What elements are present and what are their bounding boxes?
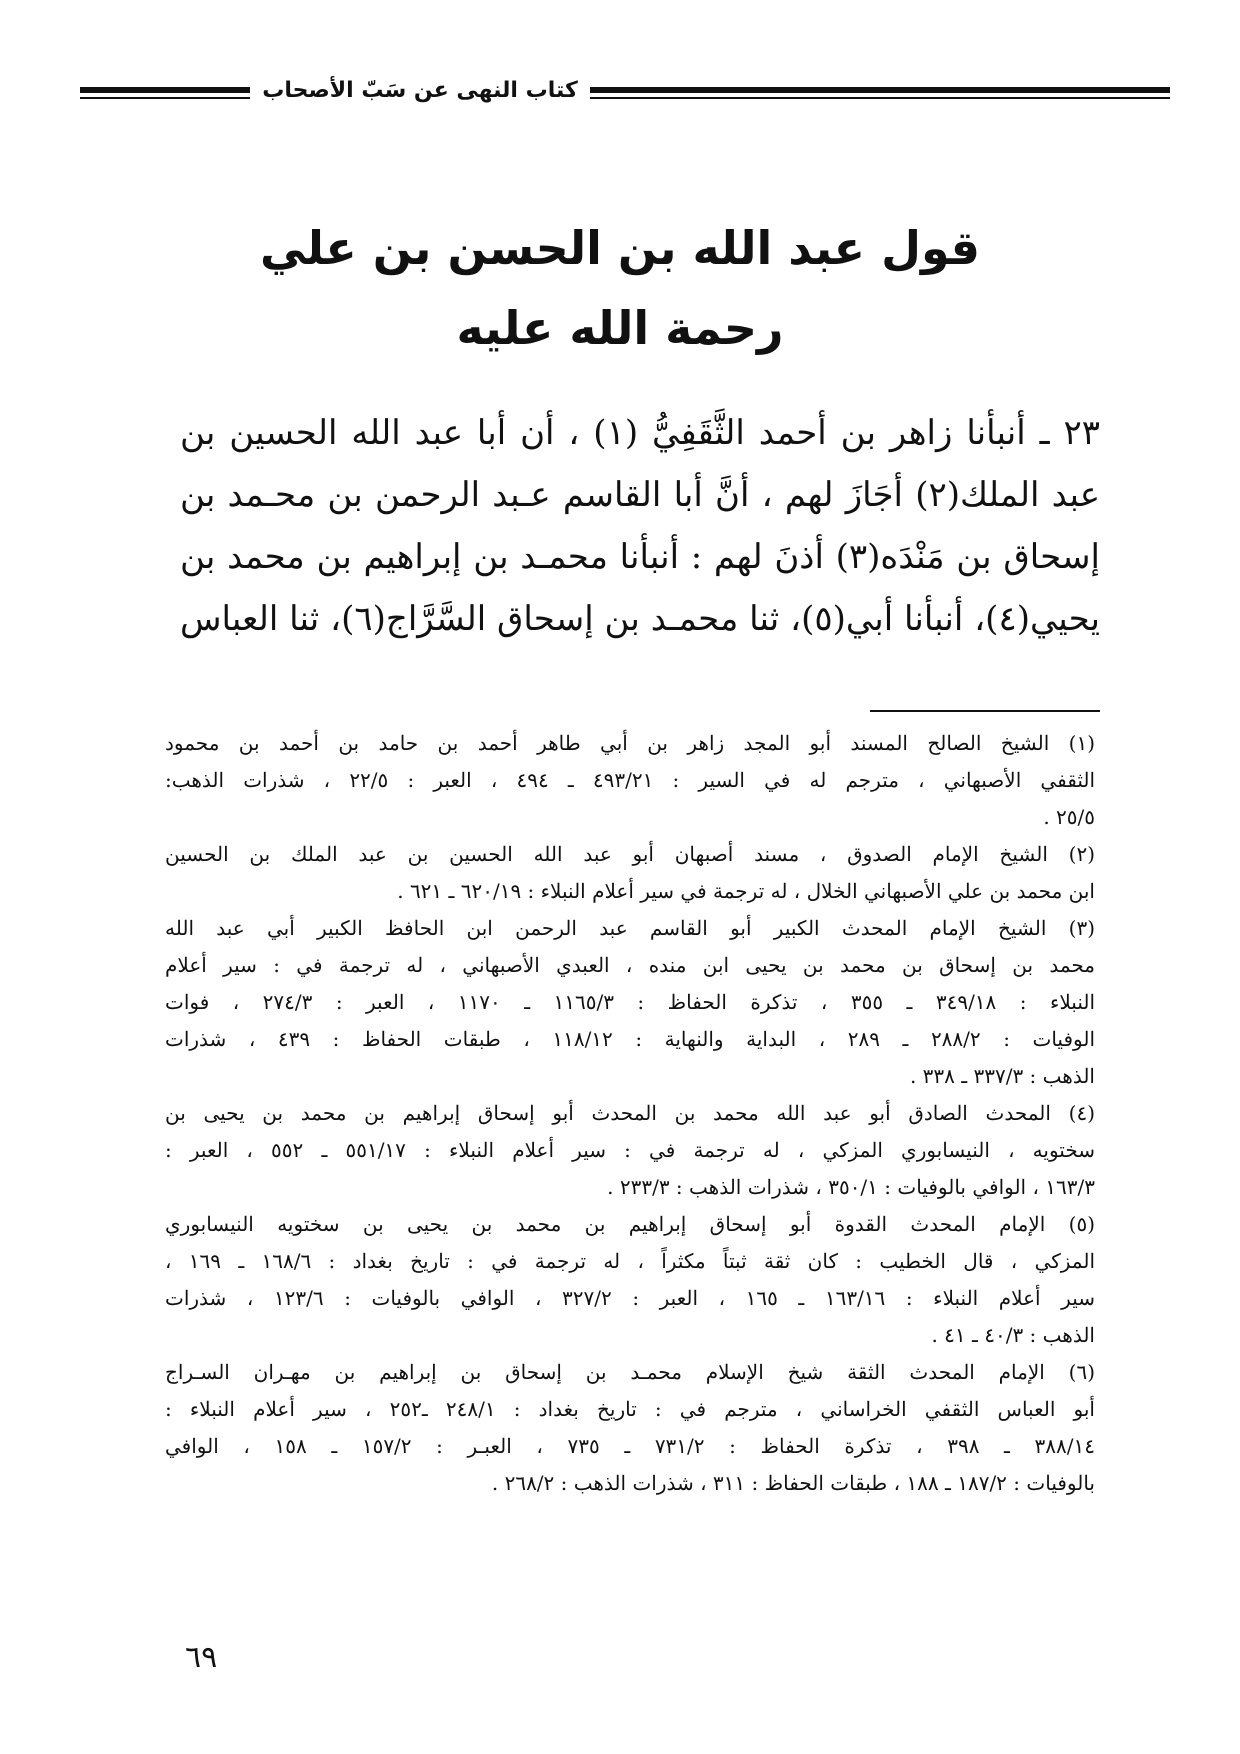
footnote-5: [165, 1206, 1095, 1354]
text-line: يحيي(٤)، أنبأنا أبي(٥)، ثنا محمـد بن إسحاق السَّرَّاج(٦)، ثنا العباس: [180, 599, 1100, 639]
footnote-line: بالوفيات : ١٨٧/٢ ـ ١٨٨ ، طبقات الحفاظ : ٣١١ ، شذرات الذهب : ٢٦٨/٢ .: [491, 1471, 1095, 1495]
main-paragraph: [180, 402, 1100, 650]
running-header: [80, 74, 1170, 114]
page-number: ٦٩: [185, 1640, 218, 1675]
footnote-line: النبلاء : ٣٤٩/١٨ ـ ٣٥٥ ، تذكرة الحفاظ : ١١٦٥/٣ ـ ١١٧٠ ، العبر : ٢٧٤/٣ ، فوات: [165, 990, 1095, 1014]
footnote-separator: [870, 710, 1100, 712]
footnote-4: [165, 1095, 1095, 1206]
footnote-line: (٢) الشيخ الإمام الصدوق ، مسند أصبهان أبو عبد الله الحسين بن عبد الملك بن الحسين: [165, 842, 1095, 866]
footnote-line: ٢٥/٥ .: [1043, 805, 1095, 829]
footnote-line: (١) الشيخ الصالح المسند أبو المجد زاهر بن أبي طاهر أحمد بن حامد بن أحمد بن محمود: [165, 731, 1095, 755]
footnote-line: محمد بن إسحاق بن محمد بن يحيى ابن منده ، العبدي الأصبهاني ، له ترجمة في : سير أعلام: [165, 953, 1095, 977]
footnote-3: [165, 910, 1095, 1095]
chapter-heading: [200, 208, 1040, 368]
footnote-line: (٦) الإمام المحدث الثقة شيخ الإسلام محمـد بن إسحاق بن إبراهيم بن مهـران السـراج: [165, 1360, 1095, 1384]
footnote-line: (٥) الإمام المحدث القدوة أبو إسحاق إبراهيم بن محمد بن يحيى بن سختويه النيسابوري: [165, 1212, 1095, 1236]
footnote-2: [165, 836, 1095, 910]
header-rule-left: [80, 84, 250, 104]
footnote-line: سير أعلام النبلاء : ١٦٣/١٦ ـ ١٦٥ ، العبر : ٣٢٧/٢ ، الوافي بالوفيات : ١٢٣/٦ ، شذرات: [165, 1286, 1095, 1310]
footnote-line: الذهب : ٤٠/٣ ـ ٤١ .: [931, 1323, 1095, 1347]
footnote-line: الوفيات : ٢٨٨/٢ ـ ٢٨٩ ، البداية والنهاية : ١١٨/١٢ ، طبقات الحفاظ : ٤٣٩ ، شذرات: [165, 1027, 1095, 1051]
footnotes: [165, 725, 1095, 1502]
footnote-line: الثقفي الأصبهاني ، مترجم له في السير : ٤٩٣/٢١ ـ ٤٩٤ ، العبر : ٢٢/٥ ، شذرات الذهب:: [165, 768, 1095, 792]
footnote-line: أبو العباس الثقفي الخراساني ، مترجم في : تاريخ بغداد : ٢٤٨/١ ـ٢٥٢ ، سير أعلام النبلاء :: [165, 1397, 1095, 1421]
text-line: ٢٣ ـ أنبأنا زاهر بن أحمد الثَّقَفِيُّ (١) ، أن أبا عبد الله الحسين بن: [180, 413, 1100, 453]
text-line: عبد الملك(٢) أجَازَ لهم ، أنَّ أبا القاسم عـبد الرحمن بن محـمد بن: [180, 475, 1100, 515]
footnote-line: (٤) المحدث الصادق أبو عبد الله محمد بن المحدث أبو إسحاق إبراهيم بن محمد بن يحيى بن: [165, 1101, 1095, 1125]
footnote-line: ٣٨٨/١٤ ـ ٣٩٨ ، تذكرة الحفاظ : ٧٣١/٢ ـ ٧٣٥ ، العبـر : ١٥٧/٢ ـ ١٥٨ ، الوافي: [165, 1434, 1095, 1458]
footnote-line: (٣) الشيخ الإمام المحدث الكبير أبو القاسم عبد الرحمن ابن الحافظ الكبير أبي عبد الله: [165, 916, 1095, 940]
header-rule-right: [590, 84, 1170, 104]
header-title: كتاب النهى عن سَبّ الأصحاب: [262, 78, 578, 103]
chapter-title: قول عبد الله بن الحسن بن علي: [260, 221, 980, 275]
footnote-line: المزكي ، قال الخطيب : كان ثقة ثبتاً مكثراً ، له ترجمة في : تاريخ بغداد : ١٦٨/٦ ـ ١٦٩ ،: [165, 1249, 1095, 1273]
footnote-line: الذهب : ٣٣٧/٣ ـ ٣٣٨ .: [909, 1064, 1095, 1088]
chapter-subtitle: رحمة الله عليه: [456, 301, 784, 355]
text-line: إسحاق بن مَنْدَه(٣) أذنَ لهم : أنبأنا محمـد بن إبراهيم بن محمد بن: [180, 537, 1100, 577]
footnote-line: سختويه ، النيسابوري المزكي ، له ترجمة في : سير أعلام النبلاء : ٥٥١/١٧ ـ ٥٥٢ ، العبر :: [165, 1138, 1095, 1162]
footnote-6: [165, 1354, 1095, 1502]
footnote-1: [165, 725, 1095, 836]
footnote-line: ابن محمد بن علي الأصبهاني الخلال ، له ترجمة في سير أعلام النبلاء : ٦٢٠/١٩ ـ ٦٢١ .: [397, 879, 1095, 903]
footnote-line: ١٦٣/٣ ، الوافي بالوفيات : ٣٥٠/١ ، شذرات الذهب : ٢٣٣/٣ .: [607, 1175, 1095, 1199]
